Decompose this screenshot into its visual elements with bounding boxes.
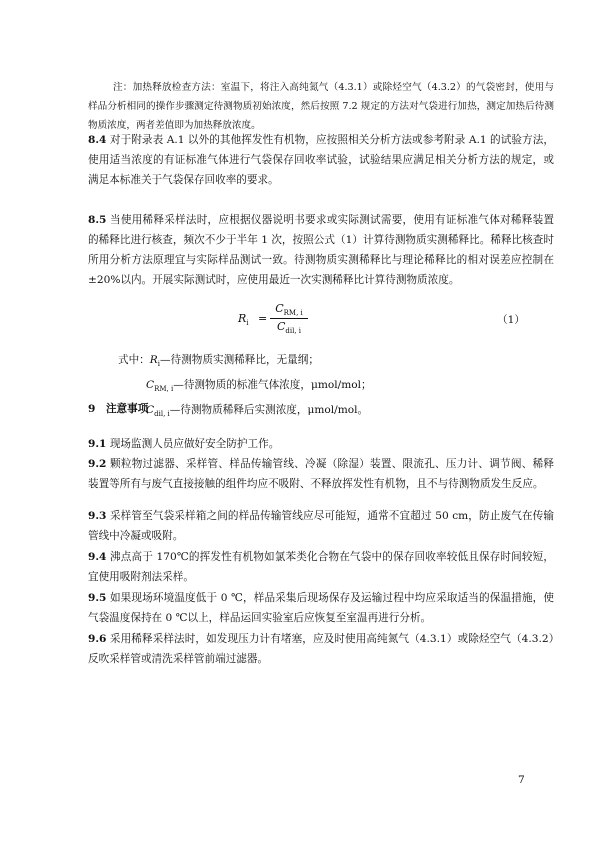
paragraph-8-4	[88, 130, 554, 190]
symbol-definitions	[118, 350, 372, 425]
list-item: 9.1 现场监测人员应做好安全防护工作。	[88, 438, 280, 450]
clause-text: 当使用稀释采样法时，应根据仪器说明书要求或实际测试需要，使用有证标准气体对稀释装置的稀释比进行核查，频次不少于半年 1 次，按照公式（1）计算待测物质实测稀释比。稀释比核查时所用分析方法原理宜与实际样品测试一致。待测物质实测稀释比与理论稀释比的相对误差应控制在±20%以内。开展实际测试时，应使用最近一次实测稀释比计算待测物质浓度。	[88, 214, 554, 286]
definition-crm: $C_{RM, i}—$待测物质的标准气体浓度，μmol/mol；	[146, 379, 372, 394]
formula-fraction	[270, 302, 308, 335]
clause-number: 8.5	[88, 214, 107, 226]
definition-ri: 式中：$R_i—$待测物质实测稀释比，无量纲；	[118, 354, 319, 369]
page-number: 7	[518, 774, 525, 786]
paragraph-8-5	[88, 210, 554, 290]
clause-text: 对于附录表 A.1 以外的其他挥发性有机物，应按照相关分析方法或参考附录 A.1 的试验方法，使用适当浓度的有证标准气体进行气袋保存回收率试验，试验结果应满足相关分析方法的规定，或满足本标准关于气袋保存回收率的要求。	[88, 134, 554, 186]
formula-denominator: $C_{dil, i}$	[276, 320, 302, 336]
dilution-ratio-formula	[236, 302, 436, 336]
list-item: 9.6 采用稀释采样法时，如发现压力计有堵塞，应及时使用高纯氮气（4.3.1）或除烃空气（4.3.2）反吹采样管或清洗采样管前端过滤器。	[88, 633, 554, 665]
formula-equals: =	[258, 312, 268, 325]
section-title: 9 注意事项	[88, 403, 149, 415]
formula-lhs: $R_i$	[238, 312, 249, 328]
equation-number: （1）	[497, 314, 525, 326]
formula-numerator: $C_{RM, i}$	[270, 302, 308, 319]
list-item: 9.3 采样管至气袋采样箱之间的样品传输管线应尽可能短，通常不宜超过 50 cm，防止废气在传输管线中冷凝或吸附。	[88, 510, 554, 542]
heating-release-note: 注：加热释放检查方法：室温下，将注入高纯氮气（4.3.1）或除烃空气（4.3.2）的气袋密封，使用与样品分析相同的操作步骤测定待测物质初始浓度，然后按照 7.2 规定的方法对气袋进行加热，测定加热后待测物质浓度，两者差值即为加热释放浓度。	[88, 82, 554, 131]
list-item: 9.4 沸点高于 170℃的挥发性有机物如氯苯类化合物在气袋中的保存回收率较低且保存时间较短，宜使用吸附剂法采样。	[88, 551, 555, 583]
definition-cdil: $C_{dil, i}—$待测物质稀释后实测浓度，μmol/mol。	[146, 404, 369, 419]
clause-number: 8.4	[88, 134, 107, 146]
list-item: 9.2 颗粒物过滤器、采样管、样品传输管线、冷凝（除湿）装置、限流孔、压力计、调节阀、稀释装置等所有与废气直接接触的组件均应不吸附、不释放挥发性有机物，且不与待测物质发生反应。	[88, 458, 554, 490]
list-item: 9.5 如果现场环境温度低于 0 ℃，样品采集后现场保存及运输过程中均应采取适当的保温措施，使气袋温度保持在 0 ℃以上，样品运回实验室后应恢复至室温再进行分析。	[88, 592, 554, 624]
